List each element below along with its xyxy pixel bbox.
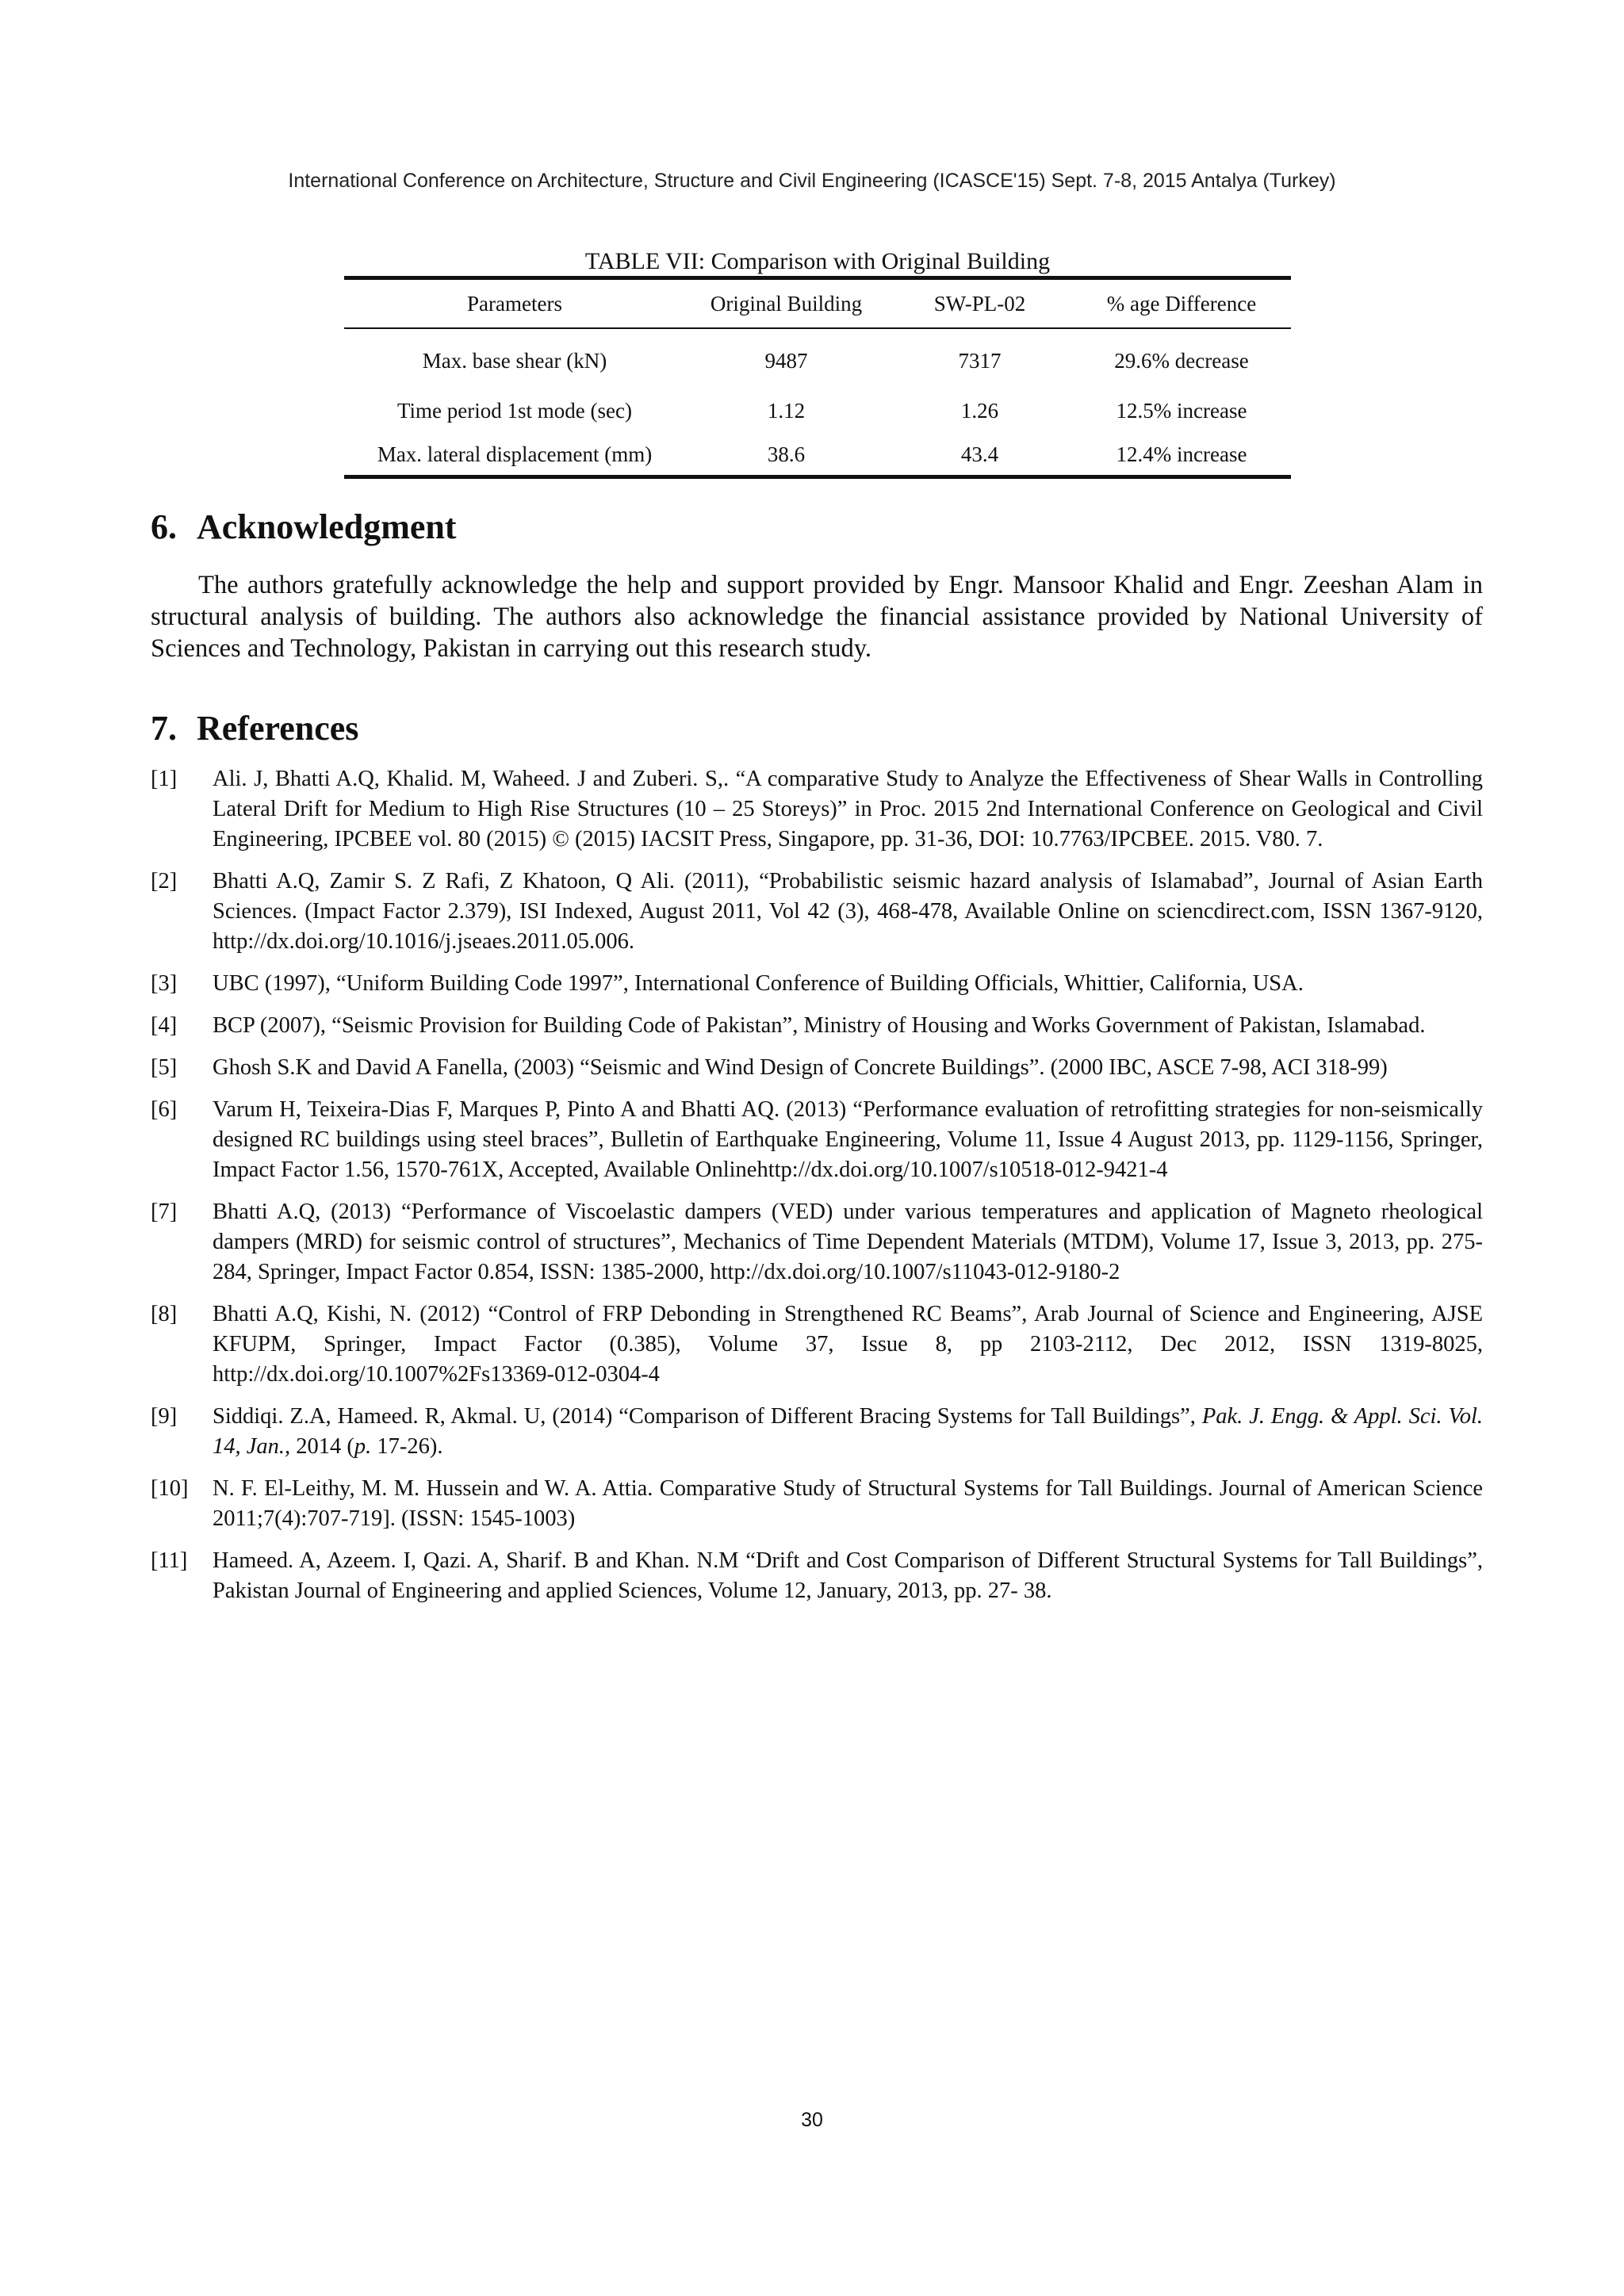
reference-text-part: 2014 ( bbox=[290, 1434, 354, 1459]
reference-list bbox=[151, 764, 1483, 1618]
reference-item bbox=[151, 1095, 1483, 1185]
reference-text: Hameed. A, Azeem. I, Qazi. A, Sharif. B and Khan. N.M “Drift and Cost Comparison of Different Structural Systems for Tall Buildings”, Pakistan Journal of Engineering and applied Sciences, Volume 12, January, 2013, pp. 27- 38. bbox=[213, 1548, 1483, 1603]
reference-label: [1] bbox=[151, 767, 178, 791]
section-number: 7. bbox=[151, 709, 177, 748]
table-cell: 1.26 bbox=[960, 398, 999, 423]
reference-item bbox=[151, 1011, 1483, 1041]
acknowledgment-paragraph: The authors gratefully acknowledge the help and support provided by Engr. Mansoor Khalid and Engr. Zeeshan Alam in structural analysis of building. The authors also acknowledge the financial assistance provided by National University of Sciences and Technology, Pakistan in carrying out this research study. bbox=[151, 571, 1483, 663]
reference-text: N. F. El-Leithy, M. M. Hussein and W. A. Attia. Comparative Study of Structural Systems for Tall Buildings. Journal of American Science 2011;7(4):707-719]. (ISSN: 1545-1003) bbox=[213, 1476, 1483, 1531]
reference-item bbox=[151, 1197, 1483, 1288]
reference-item bbox=[151, 1402, 1483, 1462]
reference-text: Ghosh S.K and David A Fanella, (2003) “Seismic and Wind Design of Concrete Buildings”. (2000 IBC, ASCE 7-98, ACI 318-99) bbox=[213, 1055, 1388, 1080]
table-cell: 9487 bbox=[764, 348, 808, 373]
reference-label: [11] bbox=[151, 1548, 188, 1573]
reference-label: [7] bbox=[151, 1200, 178, 1224]
reference-page-italic: p. bbox=[354, 1434, 372, 1459]
section-title: References bbox=[197, 709, 359, 748]
reference-item bbox=[151, 1546, 1483, 1606]
table-cell: Max. base shear (kN) bbox=[422, 348, 607, 373]
table-row bbox=[344, 328, 1291, 388]
table-cell: 1.12 bbox=[767, 398, 806, 423]
table-cell: 7317 bbox=[958, 348, 1002, 373]
reference-label: [2] bbox=[151, 869, 178, 894]
table-cell: Max. lateral displacement (mm) bbox=[377, 442, 653, 466]
table-header-row bbox=[344, 278, 1291, 329]
section-number: 6. bbox=[151, 507, 177, 546]
reference-label: [3] bbox=[151, 971, 178, 996]
reference-text-part: Siddiqi. Z.A, Hameed. R, Akmal. U, (2014) “Comparison of Different Bracing Systems for Tall Buildings”, bbox=[213, 1404, 1202, 1429]
reference-label: [5] bbox=[151, 1055, 178, 1080]
column-header-original-building: Original Building bbox=[685, 278, 887, 329]
reference-text bbox=[213, 1402, 1483, 1462]
table-caption: TABLE VII: Comparison with Original Building bbox=[584, 248, 1051, 274]
table-cell: 29.6% decrease bbox=[1114, 348, 1249, 373]
reference-text: Bhatti A.Q, Kishi, N. (2012) “Control of FRP Debonding in Strengthened RC Beams”, Arab Journal of Science and Engineering, AJSE KFUPM, Springer, Impact Factor (0.385), Volume 37, Issue 8, pp 2103-2112, Dec 2012, ISSN 1319-8025, http://dx.doi.org/10.1007%2Fs13369-012-0304-4 bbox=[213, 1302, 1483, 1387]
page-number: 30 bbox=[801, 2109, 823, 2131]
reference-text: Varum H, Teixeira-Dias F, Marques P, Pinto A and Bhatti AQ. (2013) “Performance evaluation of retrofitting strategies for non-seismically designed RC buildings using steel braces”, Bulletin of Earthquake Engineering, Volume 11, Issue 4 August 2013, pp. 1129-1156, Springer, Impact Factor 1.56, 1570-761X, Accepted, Available Onlinehttp://dx.doi.org/10.1007/s10518-012-9421-4 bbox=[213, 1097, 1483, 1182]
references-heading bbox=[151, 707, 358, 750]
column-header-sw-pl-02: SW-PL-02 bbox=[887, 278, 1072, 329]
reference-item bbox=[151, 969, 1483, 999]
reference-item bbox=[151, 1474, 1483, 1534]
reference-label: [10] bbox=[151, 1476, 189, 1501]
reference-journal-italic: Pak. J. Engg. & Appl. Sci. Vol. 14, Jan., bbox=[213, 1404, 1483, 1459]
reference-label: [8] bbox=[151, 1302, 178, 1326]
column-header-percent-difference: % age Difference bbox=[1072, 278, 1291, 329]
table-row bbox=[344, 434, 1291, 477]
reference-label: [9] bbox=[151, 1404, 178, 1429]
comparison-table-block bbox=[344, 247, 1291, 479]
reference-text: Ali. J, Bhatti A.Q, Khalid. M, Waheed. J and Zuberi. S,. “A comparative Study to Analyze the Effectiveness of Shear Walls in Controlling Lateral Drift for Medium to High Rise Structures (10 – 25 Storeys)” in Proc. 2015 2nd International Conference on Geological and Civil Engineering, IPCBEE vol. 80 (2015) © (2015) IACSIT Press, Singapore, pp. 31-36, DOI: 10.7763/IPCBEE. 2015. V80. 7. bbox=[213, 767, 1483, 851]
table-cell: 12.4% increase bbox=[1116, 442, 1247, 466]
table-cell: 38.6 bbox=[767, 442, 806, 466]
reference-text: BCP (2007), “Seismic Provision for Building Code of Pakistan”, Ministry of Housing and Works Government of Pakistan, Islamabad. bbox=[213, 1013, 1426, 1038]
reference-item bbox=[151, 867, 1483, 957]
acknowledgment-heading bbox=[151, 506, 457, 549]
comparison-table bbox=[344, 276, 1291, 479]
reference-item bbox=[151, 1299, 1483, 1390]
table-cell: Time period 1st mode (sec) bbox=[397, 398, 632, 423]
table-row bbox=[344, 388, 1291, 434]
reference-label: [4] bbox=[151, 1013, 178, 1038]
column-header-parameters: Parameters bbox=[344, 278, 685, 329]
reference-item bbox=[151, 764, 1483, 855]
table-cell: 43.4 bbox=[960, 442, 999, 466]
reference-text-part: 17-26). bbox=[371, 1434, 443, 1459]
reference-label: [6] bbox=[151, 1097, 178, 1122]
running-header: International Conference on Architecture, Structure and Civil Engineering (ICASCE'15) Sept. 7-8, 2015 Antalya (Turkey) bbox=[288, 170, 1336, 192]
reference-text: UBC (1997), “Uniform Building Code 1997”, International Conference of Building Officials, Whittier, California, USA. bbox=[213, 971, 1304, 996]
table-cell: 12.5% increase bbox=[1116, 398, 1247, 423]
reference-text: Bhatti A.Q, Zamir S. Z Rafi, Z Khatoon, Q Ali. (2011), “Probabilistic seismic hazard analysis of Islamabad”, Journal of Asian Earth Sciences. (Impact Factor 2.379), ISI Indexed, August 2011, Vol 42 (3), 468-478, Available Online on sciencdirect.com, ISSN 1367-9120, http://dx.doi.org/10.1016/j.jseaes.2011.05.006. bbox=[213, 869, 1483, 954]
section-title: Acknowledgment bbox=[197, 507, 457, 546]
reference-item bbox=[151, 1053, 1483, 1083]
reference-text: Bhatti A.Q, (2013) “Performance of Viscoelastic dampers (VED) under various temperatures and application of Magneto rheological dampers (MRD) for seismic control of structures”, Mechanics of Time Dependent Materials (MTDM), Volume 17, Issue 3, 2013, pp. 275-284, Springer, Impact Factor 0.854, ISSN: 1385-2000, http://dx.doi.org/10.1007/s11043-012-9180-2 bbox=[213, 1200, 1483, 1284]
